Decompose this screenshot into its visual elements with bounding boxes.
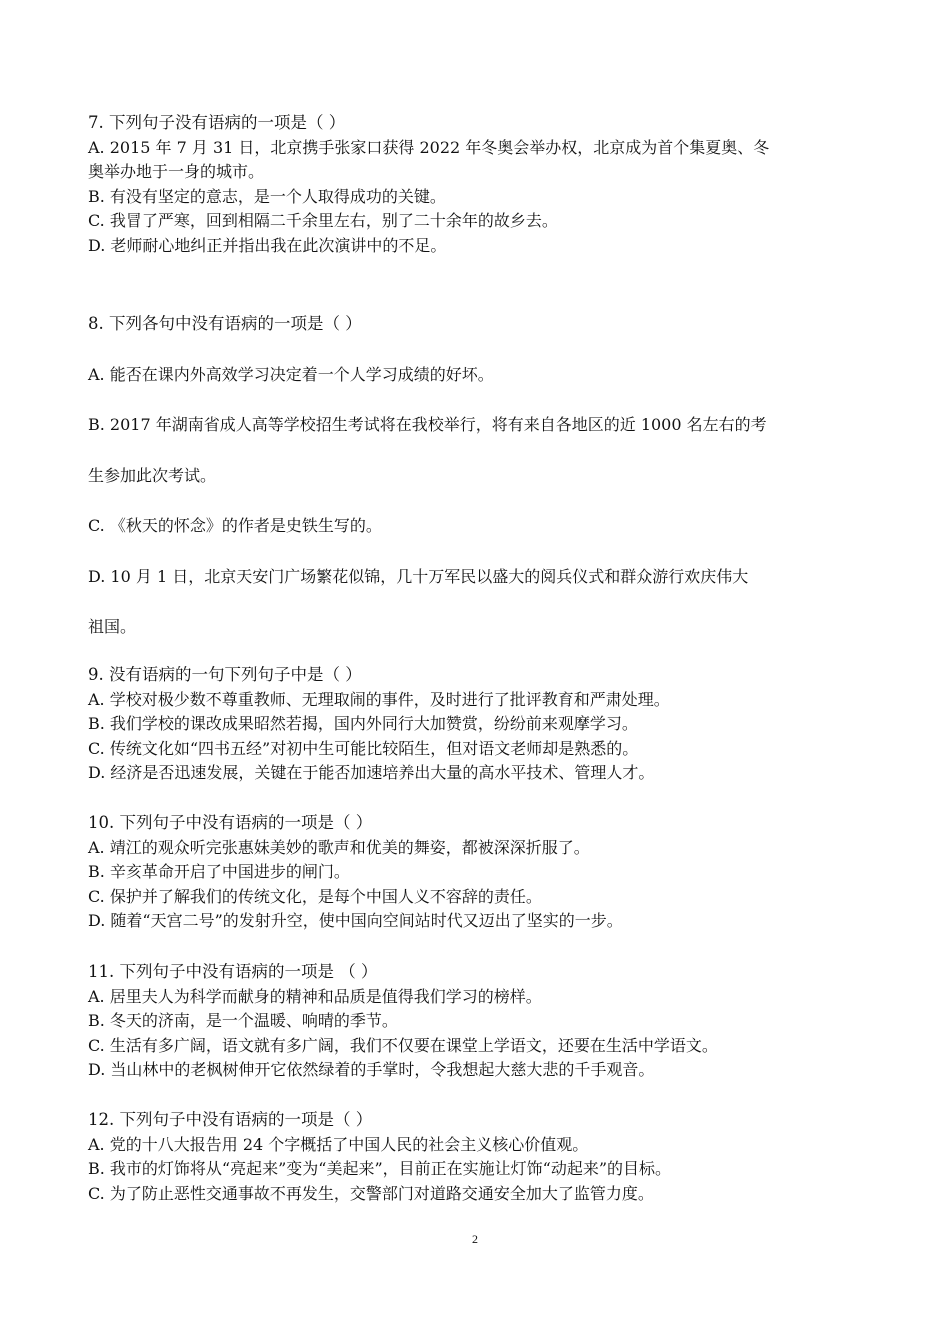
option-line: 生参加此次考试。: [88, 465, 217, 485]
page-number: 2: [472, 1232, 478, 1246]
option-line: A. 学校对极少数不尊重教师、无理取闹的事件，及时进行了批评教育和严肃处理。: [88, 689, 670, 709]
option-line: C. 生活有多广阔，语文就有多广阔，我们不仅要在课堂上学语文，还要在生活中学语文。: [88, 1035, 718, 1055]
question-10: [88, 811, 878, 934]
question-title: 7. 下列句子没有语病的一项是（ ）: [88, 113, 346, 132]
option-line: A. 靖江的观众听完张惠妹美妙的歌声和优美的舞姿，都被深深折服了。: [88, 837, 590, 857]
option-line: C. 保护并了解我们的传统文化，是每个中国人义不容辞的责任。: [88, 886, 542, 906]
option-line: A. 党的十八大报告用 24 个字概括了中国人民的社会主义核心价值观。: [88, 1134, 589, 1154]
option-line: C. 传统文化如“四书五经”对初中生可能比较陌生，但对语文老师却是熟悉的。: [88, 738, 639, 758]
option-line: D. 经济是否迅速发展，关键在于能否加速培养出大量的高水平技术、管理人才。: [88, 763, 655, 782]
question-title: 11. 下列句子中没有语病的一项是 （ ）: [88, 962, 378, 981]
option-line: C. 为了防止恶性交通事故不再发生，交警部门对道路交通安全加大了监管力度。: [88, 1183, 654, 1203]
option-line: A. 能否在课内外高效学习决定着一个人学习成绩的好坏。: [88, 364, 494, 384]
option-line: C. 《秋天的怀念》的作者是史铁生写的。: [88, 516, 382, 535]
option-line: B. 2017 年湖南省成人高等学校招生考试将在我校举行，将有来自各地区的近 1000 名左右的考: [88, 415, 767, 434]
option-line: D. 当山林中的老枫树伸开它依然绿着的手掌时，令我想起大慈大悲的千手观音。: [88, 1060, 655, 1079]
option-line: B. 冬天的济南，是一个温暖、响晴的季节。: [88, 1011, 398, 1030]
option-line: D. 老师耐心地纠正并指出我在此次演讲中的不足。: [88, 235, 447, 255]
question-title: 8. 下列各句中没有语病的一项是（ ）: [88, 314, 362, 333]
option-line: B. 有没有坚定的意志，是一个人取得成功的关键。: [88, 186, 446, 206]
question-11: [88, 960, 878, 1083]
option-line: C. 我冒了严寒，回到相隔二千余里左右，别了二十余年的故乡去。: [88, 211, 558, 230]
question-9: [88, 663, 878, 786]
option-line: A. 2015 年 7 月 31 日，北京携手张家口获得 2022 年冬奥会举办权，北京成为首个集夏奥、冬: [88, 137, 770, 157]
option-line: 奥举办地于一身的城市。: [88, 162, 265, 181]
option-line: A. 居里夫人为科学而献身的精神和品质是值得我们学习的榜样。: [88, 986, 542, 1006]
question-12: [88, 1108, 878, 1206]
option-line: B. 我们学校的课改成果昭然若揭，国内外同行大加赞赏，纷纷前来观摩学习。: [88, 714, 638, 733]
question-title: 10. 下列句子中没有语病的一项是（ ）: [88, 813, 373, 832]
option-line: D. 10 月 1 日，北京天安门广场繁花似锦，几十万军民以盛大的阅兵仪式和群众游行欢庆伟大: [88, 566, 749, 586]
question-title: 12. 下列句子中没有语病的一项是（ ）: [88, 1110, 373, 1129]
option-line: B. 我市的灯饰将从“亮起来”变为“美起来”，目前正在实施让灯饰“动起来”的目标。: [88, 1159, 672, 1178]
option-line: D. 随着“天宫二号”的发射升空，使中国向空间站时代又迈出了坚实的一步。: [88, 911, 623, 930]
question-title: 9. 没有语病的一句下列句子中是（ ）: [88, 665, 362, 684]
option-line: B. 辛亥革命开启了中国进步的闸门。: [88, 862, 350, 881]
question-7: [88, 111, 878, 258]
question-8: [88, 299, 878, 653]
option-line: 祖国。: [88, 617, 137, 636]
